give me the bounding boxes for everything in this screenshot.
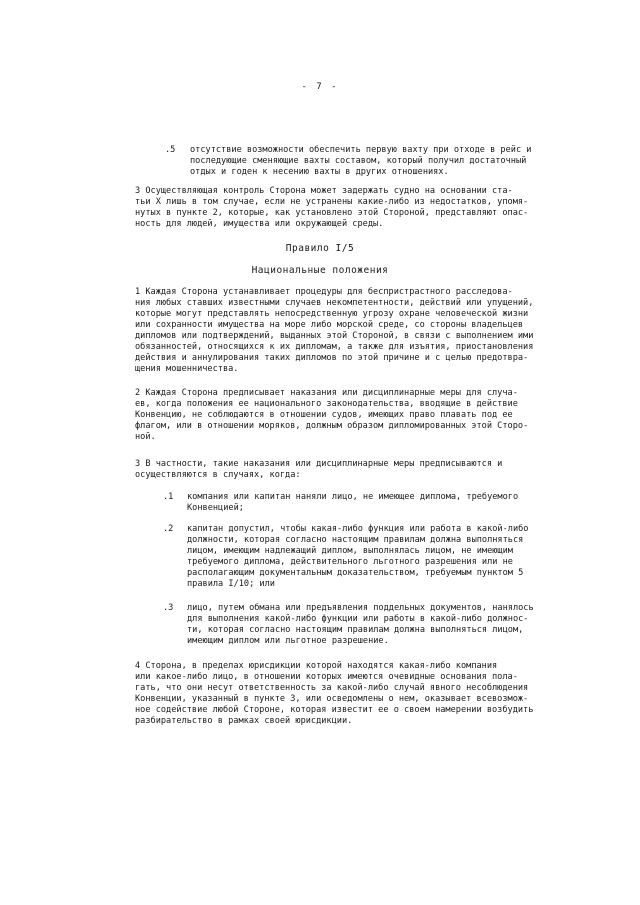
item-5-line: отдых и годен к несению вахты в других отношениях.	[190, 167, 449, 177]
item-5-marker: .5	[165, 145, 176, 155]
subitem-1-marker: .1	[163, 492, 174, 502]
paragraph-line: тьи X лишь в том случае, если не устранены какие-либо из недостатков, упомя-	[135, 197, 529, 207]
paragraph-line	[135, 186, 575, 197]
paragraph-number: 2	[135, 388, 141, 398]
paragraph-number: 1	[135, 287, 141, 297]
paragraph-line	[135, 459, 580, 470]
paragraph-line: Конвенции, указанный в пункте 3, или осведомлены о нем, оказывает всевозмож-	[135, 694, 529, 704]
subitem-line: требуемого диплома, действительного льготного разрешения или не	[187, 557, 513, 567]
subitem-3-marker: .3	[163, 603, 174, 613]
paragraph-line-text: Каждая Сторона предписывает наказания или дисциплинарные меры для случа-	[140, 388, 518, 398]
paragraph-line-text: Каждая Сторона устанавливает процедуры для беспристрастного расследова-	[140, 287, 513, 297]
subitem-line: Конвенцией;	[187, 503, 244, 513]
subitem-line: компания или капитан наняли лицо, не имеющее диплома, требуемого	[187, 492, 519, 502]
paragraph-line: щения мошенничества.	[135, 364, 239, 374]
paragraph-line-text: Сторона, в пределах юрисдикции которой находятся какая-либо компания	[140, 661, 498, 671]
subitem-2-text	[187, 524, 577, 590]
paragraph-3-detention	[135, 186, 575, 230]
page-number: - 7 -	[301, 82, 339, 92]
paragraph-line: ной.	[135, 432, 156, 442]
paragraph-2	[135, 388, 580, 443]
paragraph-line: ное содействие любой Стороне, которая известит ее о своем намерении возбудить	[135, 705, 534, 715]
paragraph-line: ния любых ставших известными случаев некомпетентности, действий или упущений,	[135, 298, 534, 308]
item-5-line: отсутствие возможности обеспечить первую вахту при отходе в рейс и	[190, 145, 532, 155]
subitem-line: правила I/10; или	[187, 579, 275, 589]
paragraph-line	[135, 287, 580, 298]
subitem-line: имеющим диплом или льготное разрешение.	[187, 636, 389, 646]
paragraph-line: гать, что они несут ответственность за какой-либо случай явного несоблюдения	[135, 683, 529, 693]
paragraph-line: дипломов или подтверждений, выданных этой Стороной, в связи с выполнением ими	[135, 331, 534, 341]
paragraph-line: разбирательство в рамках своей юрисдикции.	[135, 716, 353, 726]
subitem-1-text	[187, 492, 577, 514]
subitem-3-text	[187, 603, 577, 647]
paragraph-number: 3	[135, 459, 141, 469]
paragraph-line: нутых в пункте 2, которые, как установлено этой Стороной, представляют опас-	[135, 208, 529, 218]
paragraph-number: 4	[135, 661, 141, 671]
paragraph-line: флагом, или в отношении моряков, должным образом дипломированных этой Сторо-	[135, 421, 529, 431]
subitem-line: ти, которая согласно настоящим правилам должна выполняться лицом,	[187, 625, 524, 635]
paragraph-4	[135, 661, 580, 727]
paragraph-3-penalties	[135, 459, 580, 481]
paragraph-line: ев, когда положения ее национального законодательства, вводящие в действие	[135, 399, 518, 409]
paragraph-line: осуществляются в случаях, когда:	[135, 470, 301, 480]
paragraph-line: обязанностей, относящихся к их дипломам, а также для изъятия, приостановления	[135, 342, 534, 352]
paragraph-line	[135, 661, 580, 672]
paragraph-line: ность для людей, имущества или окружающей среды.	[135, 219, 384, 229]
subitem-line: лицо, путем обмана или предъявления поддельных документов, нанялось	[187, 603, 534, 613]
paragraph-number: 3	[135, 186, 141, 196]
paragraph-line: или сохранности имущества на море либо морской среде, со стороны владельцев	[135, 320, 524, 330]
paragraph-line: Конвенцию, не соблюдаются в отношении судов, имеющих право плавать под ее	[135, 410, 513, 420]
item-5-line: последующие сменяющие вахты составом, который получил достаточный	[190, 156, 527, 166]
paragraph-line	[135, 388, 580, 399]
paragraph-1	[135, 287, 580, 375]
subitem-2-marker: .2	[163, 524, 174, 534]
subitem-line: для выполнения какой-либо функции или работы в какой-либо должнос-	[187, 614, 529, 624]
subitem-line: должности, которая согласно настоящим правилам должна выполняться	[187, 535, 524, 545]
paragraph-line-text: В частности, такие наказания или дисциплинарные меры предписываются и	[140, 459, 503, 469]
paragraph-line: которые могут представлять непосредственную угрозу охране человеческой жизни	[135, 309, 529, 319]
subitem-line: капитан допустил, чтобы какая-либо функция или работа в какой-либо	[187, 524, 529, 534]
subitem-line: располагающим документальным доказательством, требуемым пунктом 5	[187, 568, 524, 578]
rule-title: Правило I/5	[285, 243, 355, 254]
paragraph-line: или какое-либо лицо, в отношении которых имеются очевидные основания пола-	[135, 672, 518, 682]
paragraph-line-text: Осуществляющая контроль Сторона может задержать судно на основании ста-	[140, 186, 513, 196]
paragraph-line: действия и аннулирования таких дипломов по этой причине и с целью предотвра-	[135, 353, 529, 363]
rule-subtitle: Национальные положения	[251, 265, 389, 276]
item-5-text	[190, 145, 570, 178]
subitem-line: лицом, имеющим надлежащий диплом, выполнялась лицом, не имеющим	[187, 546, 513, 556]
